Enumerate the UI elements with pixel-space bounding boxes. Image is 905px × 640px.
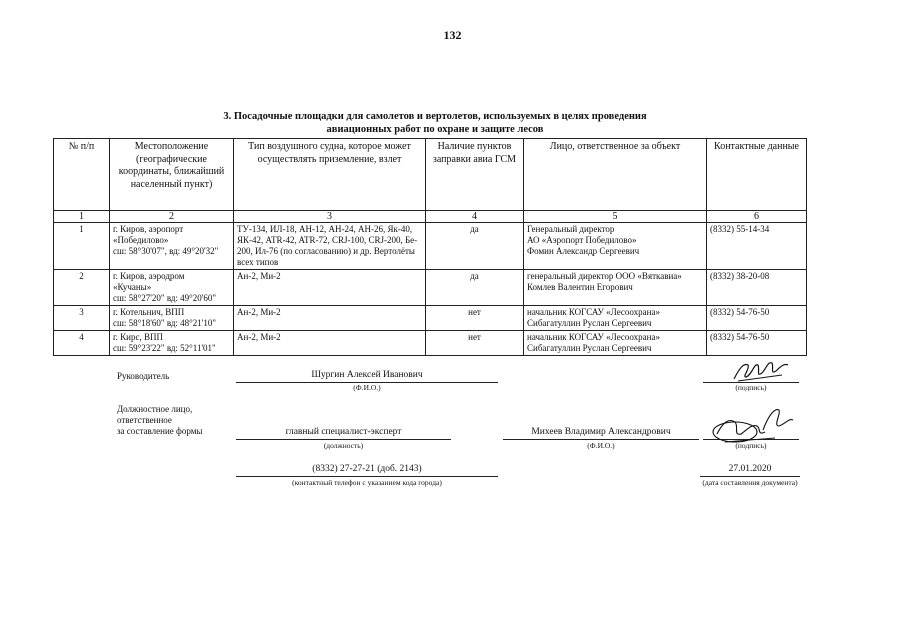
column-number: 6 — [707, 211, 807, 223]
page-number: 132 — [443, 28, 462, 42]
fuel-cell: да — [426, 270, 524, 306]
heading-line-1: 3. Посадочные площадки для самолетов и вертолетов, используемых в целях проведения — [223, 111, 647, 122]
aircraft-cell — [234, 306, 426, 331]
column-number: 2 — [110, 211, 234, 223]
official-label-line: Должностное лицо, — [117, 404, 193, 414]
contact-cell: (8332) 54-76-50 — [707, 306, 807, 331]
column-number: 5 — [524, 211, 707, 223]
fuel-cell: да — [426, 223, 524, 270]
aircraft-line: Ан-2, Ми-2 — [237, 271, 281, 281]
official-label-line: ответственное — [117, 415, 172, 425]
header-row — [54, 139, 807, 211]
aircraft-line: ТУ-134, ИЛ-18, АН-12, АН-24, АН-26, Як-40, — [237, 224, 413, 234]
column-number-row — [54, 211, 807, 223]
loc-line: г. Киров, аэродром — [113, 271, 185, 281]
person-line: Сибагатуллин Руслан Сергеевич — [527, 343, 652, 353]
aircraft-cell — [234, 331, 426, 356]
loc-line: сш: 59°23'22" вд: 52°11'01" — [113, 343, 216, 353]
person-line: начальник КОГСАУ «Лесоохрана» — [527, 307, 660, 317]
loc-line: г. Кирс, ВПП — [113, 332, 163, 342]
table-row — [54, 331, 807, 356]
official-name-line — [503, 439, 699, 440]
header-cell: Контактные данные — [707, 139, 807, 211]
row-number: 4 — [54, 331, 110, 356]
head-name: Шургин Алексей Иванович — [311, 370, 423, 380]
landing-sites-table — [53, 138, 807, 356]
row-number: 2 — [54, 270, 110, 306]
person-line: генеральный директор ООО «Вяткавиа» — [527, 271, 682, 281]
fio-caption: (Ф.И.О.) — [353, 383, 381, 392]
document-date: 27.01.2020 — [728, 464, 772, 474]
column-number: 4 — [426, 211, 524, 223]
phone-line — [236, 476, 498, 477]
loc-line: сш: 58°30'07", вд: 49°20'32" — [113, 246, 219, 256]
header-cell: Тип воздушного судна, которое может осуществлять приземление, взлет — [234, 139, 426, 211]
header-cell: № п/п — [54, 139, 110, 211]
person-line: Генеральный директор — [527, 224, 615, 234]
position-caption: (должность) — [323, 441, 364, 450]
column-number: 3 — [234, 211, 426, 223]
person-line: Фомин Александр Сергеевич — [527, 246, 640, 256]
fuel-cell: нет — [426, 306, 524, 331]
head-label: Руководитель — [117, 371, 170, 381]
fuel-cell: нет — [426, 331, 524, 356]
heading-line-2: авиационных работ по охране и защите лесов — [326, 124, 544, 135]
date-line — [700, 476, 800, 477]
loc-line: сш: 58°27'20" вд: 49°20'60" — [113, 293, 217, 303]
table-row — [54, 270, 807, 306]
location-cell — [110, 331, 234, 356]
official-signature-icon — [705, 404, 797, 450]
aircraft-line: всех типов — [237, 257, 279, 267]
official-fio-caption: (Ф.И.О.) — [587, 441, 615, 450]
contact-phone: (8332) 27-27-21 (доб. 2143) — [312, 464, 422, 474]
row-number: 3 — [54, 306, 110, 331]
official-name: Михеев Владимир Александрович — [531, 427, 671, 437]
official-position: главный специалист-эксперт — [285, 427, 402, 437]
responsible-person-cell — [524, 270, 707, 306]
contact-cell: (8332) 55-14-34 — [707, 223, 807, 270]
contact-cell: (8332) 38-20-08 — [707, 270, 807, 306]
official-sign-caption: (подпись) — [735, 441, 767, 450]
loc-line: «Победилово» — [113, 235, 169, 245]
header-cell: Местоположение (географические координаты, ближайший населенный пункт) — [110, 139, 234, 211]
official-label-line: за составление формы — [117, 426, 203, 436]
loc-line: «Кучаны» — [113, 282, 152, 292]
aircraft-cell — [234, 270, 426, 306]
loc-line: г. Котельнич, ВПП — [113, 307, 185, 317]
header-cell: Наличие пунктов заправки авиа ГСМ — [426, 139, 524, 211]
person-line: АО «Аэропорт Победилово» — [527, 235, 637, 245]
location-cell — [110, 223, 234, 270]
head-sign-caption: (подпись) — [735, 383, 767, 392]
table-row — [54, 223, 807, 270]
location-cell — [110, 270, 234, 306]
person-line: Комлев Валентин Егорович — [527, 282, 633, 292]
aircraft-line: Ан-2, Ми-2 — [237, 307, 281, 317]
header-cell: Лицо, ответственное за объект — [524, 139, 707, 211]
position-line — [236, 439, 451, 440]
contact-cell: (8332) 54-76-50 — [707, 331, 807, 356]
person-line: начальник КОГСАУ «Лесоохрана» — [527, 332, 660, 342]
column-number: 1 — [54, 211, 110, 223]
aircraft-line: Ан-2, Ми-2 — [237, 332, 281, 342]
date-caption: (дата составления документа) — [702, 478, 798, 487]
row-number: 1 — [54, 223, 110, 270]
aircraft-line: 200, Ил-76 (по согласованию) и др. Вертолёты — [237, 246, 415, 256]
head-signature-icon — [730, 357, 790, 385]
loc-line: сш: 58°18'60" вд: 48°21'10" — [113, 318, 217, 328]
responsible-person-cell — [524, 223, 707, 270]
location-cell — [110, 306, 234, 331]
loc-line: г. Киров, аэропорт — [113, 224, 184, 234]
responsible-person-cell — [524, 306, 707, 331]
section-heading — [150, 110, 720, 136]
responsible-person-cell — [524, 331, 707, 356]
table-row — [54, 306, 807, 331]
aircraft-line: ЯК-42, ATR-42, ATR-72, CRJ-100, CRJ-200, Бе- — [237, 235, 418, 245]
official-label — [117, 404, 202, 437]
phone-caption: (контактный телефон с указанием кода города) — [292, 478, 442, 487]
aircraft-cell — [234, 223, 426, 270]
person-line: Сибагатуллин Руслан Сергеевич — [527, 318, 652, 328]
